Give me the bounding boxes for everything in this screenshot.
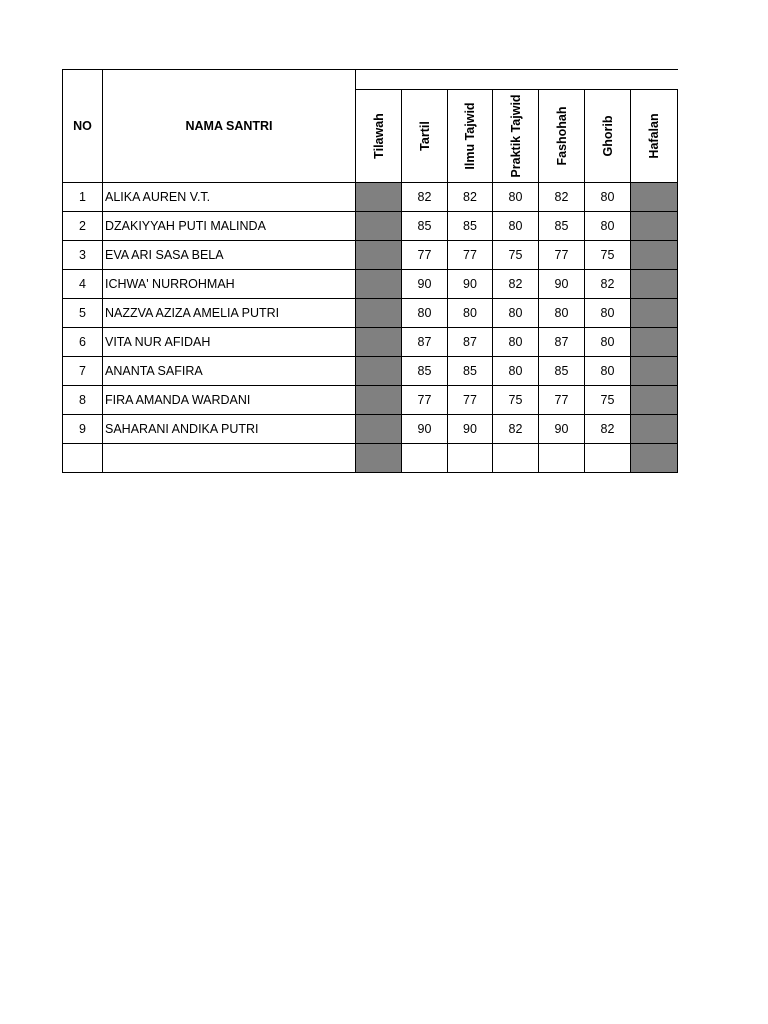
cell-tilawah bbox=[356, 270, 402, 299]
header-fashohah bbox=[539, 90, 585, 183]
cell-hafalan bbox=[631, 357, 678, 386]
cell-no: 3 bbox=[63, 241, 103, 270]
cell-ghorib: 75 bbox=[585, 386, 631, 415]
cell-hafalan bbox=[631, 270, 678, 299]
header-hafalan-label: Hafalan bbox=[647, 113, 662, 159]
cell-ilmu-tajwid: 87 bbox=[448, 328, 493, 357]
cell-tartil: 77 bbox=[402, 241, 448, 270]
cell-no bbox=[63, 444, 103, 473]
cell-fashohah: 82 bbox=[539, 183, 585, 212]
header-tartil-label: Tartil bbox=[417, 121, 432, 151]
cell-ghorib: 80 bbox=[585, 357, 631, 386]
cell-fashohah: 90 bbox=[539, 415, 585, 444]
cell-fashohah: 77 bbox=[539, 386, 585, 415]
cell-praktik-tajwid: 75 bbox=[493, 241, 539, 270]
cell-ghorib: 80 bbox=[585, 183, 631, 212]
table-header bbox=[63, 70, 678, 183]
cell-praktik-tajwid: 80 bbox=[493, 328, 539, 357]
cell-tilawah bbox=[356, 183, 402, 212]
cell-hafalan bbox=[631, 212, 678, 241]
cell-hafalan bbox=[631, 183, 678, 212]
table-row bbox=[63, 357, 678, 386]
cell-praktik-tajwid: 80 bbox=[493, 357, 539, 386]
header-no: NO bbox=[63, 70, 103, 183]
cell-fashohah: 77 bbox=[539, 241, 585, 270]
table-row bbox=[63, 241, 678, 270]
table-row bbox=[63, 270, 678, 299]
cell-ghorib: 80 bbox=[585, 328, 631, 357]
header-name: NAMA SANTRI bbox=[103, 70, 356, 183]
cell-ilmu-tajwid bbox=[448, 444, 493, 473]
cell-ghorib: 80 bbox=[585, 299, 631, 328]
cell-no: 6 bbox=[63, 328, 103, 357]
cell-no: 4 bbox=[63, 270, 103, 299]
cell-tilawah bbox=[356, 299, 402, 328]
cell-ilmu-tajwid: 85 bbox=[448, 357, 493, 386]
cell-ilmu-tajwid: 77 bbox=[448, 386, 493, 415]
cell-ghorib: 82 bbox=[585, 270, 631, 299]
cell-fashohah: 80 bbox=[539, 299, 585, 328]
cell-praktik-tajwid: 80 bbox=[493, 299, 539, 328]
cell-praktik-tajwid: 82 bbox=[493, 415, 539, 444]
cell-praktik-tajwid: 82 bbox=[493, 270, 539, 299]
cell-praktik-tajwid: 80 bbox=[493, 183, 539, 212]
cell-ilmu-tajwid: 77 bbox=[448, 241, 493, 270]
cell-tartil: 80 bbox=[402, 299, 448, 328]
cell-tilawah bbox=[356, 415, 402, 444]
cell-name: ALIKA AUREN V.T. bbox=[103, 183, 356, 212]
header-ghorib-label: Ghorib bbox=[600, 115, 615, 157]
header-fashohah-label: Fashohah bbox=[554, 106, 569, 166]
cell-fashohah: 90 bbox=[539, 270, 585, 299]
cell-hafalan bbox=[631, 328, 678, 357]
cell-hafalan bbox=[631, 241, 678, 270]
table-row bbox=[63, 299, 678, 328]
cell-tartil: 82 bbox=[402, 183, 448, 212]
cell-hafalan bbox=[631, 299, 678, 328]
cell-fashohah bbox=[539, 444, 585, 473]
cell-hafalan bbox=[631, 386, 678, 415]
cell-hafalan bbox=[631, 415, 678, 444]
table-row bbox=[63, 212, 678, 241]
cell-tartil: 77 bbox=[402, 386, 448, 415]
header-hafalan bbox=[631, 90, 678, 183]
cell-no: 9 bbox=[63, 415, 103, 444]
cell-no: 7 bbox=[63, 357, 103, 386]
cell-fashohah: 87 bbox=[539, 328, 585, 357]
table-row bbox=[63, 183, 678, 212]
table-row-empty bbox=[63, 444, 678, 473]
table-body bbox=[63, 183, 678, 473]
header-tartil bbox=[402, 90, 448, 183]
cell-ghorib: 75 bbox=[585, 241, 631, 270]
cell-ghorib bbox=[585, 444, 631, 473]
header-group-band bbox=[356, 70, 678, 90]
cell-name: ICHWA' NURROHMAH bbox=[103, 270, 356, 299]
cell-tartil: 90 bbox=[402, 270, 448, 299]
cell-name: FIRA AMANDA WARDANI bbox=[103, 386, 356, 415]
cell-name bbox=[103, 444, 356, 473]
header-tilawah bbox=[356, 90, 402, 183]
header-ilmu-tajwid bbox=[448, 90, 493, 183]
cell-no: 2 bbox=[63, 212, 103, 241]
cell-ghorib: 80 bbox=[585, 212, 631, 241]
cell-tilawah bbox=[356, 357, 402, 386]
header-ghorib bbox=[585, 90, 631, 183]
cell-ilmu-tajwid: 90 bbox=[448, 415, 493, 444]
cell-ilmu-tajwid: 90 bbox=[448, 270, 493, 299]
cell-ghorib: 82 bbox=[585, 415, 631, 444]
cell-name: ANANTA SAFIRA bbox=[103, 357, 356, 386]
cell-no: 1 bbox=[63, 183, 103, 212]
table-row bbox=[63, 386, 678, 415]
cell-tilawah bbox=[356, 328, 402, 357]
cell-tilawah bbox=[356, 212, 402, 241]
header-praktik-tajwid bbox=[493, 90, 539, 183]
cell-name: NAZZVA AZIZA AMELIA PUTRI bbox=[103, 299, 356, 328]
header-tilawah-label: Tilawah bbox=[371, 113, 386, 159]
header-ilmu-tajwid-label: Ilmu Tajwid bbox=[463, 102, 477, 170]
cell-tartil: 85 bbox=[402, 212, 448, 241]
cell-tartil: 85 bbox=[402, 357, 448, 386]
cell-hafalan bbox=[631, 444, 678, 473]
cell-praktik-tajwid bbox=[493, 444, 539, 473]
cell-fashohah: 85 bbox=[539, 357, 585, 386]
grades-table bbox=[62, 69, 678, 473]
cell-ilmu-tajwid: 82 bbox=[448, 183, 493, 212]
cell-name: DZAKIYYAH PUTI MALINDA bbox=[103, 212, 356, 241]
cell-name: SAHARANI ANDIKA PUTRI bbox=[103, 415, 356, 444]
cell-praktik-tajwid: 75 bbox=[493, 386, 539, 415]
cell-tartil: 87 bbox=[402, 328, 448, 357]
table-row bbox=[63, 328, 678, 357]
cell-tilawah bbox=[356, 241, 402, 270]
cell-tilawah bbox=[356, 386, 402, 415]
cell-ilmu-tajwid: 80 bbox=[448, 299, 493, 328]
cell-tartil: 90 bbox=[402, 415, 448, 444]
cell-no: 8 bbox=[63, 386, 103, 415]
table-row bbox=[63, 415, 678, 444]
cell-ilmu-tajwid: 85 bbox=[448, 212, 493, 241]
cell-name: VITA NUR AFIDAH bbox=[103, 328, 356, 357]
cell-tilawah bbox=[356, 444, 402, 473]
header-praktik-tajwid-label: Praktik Tajwid bbox=[508, 94, 523, 178]
cell-fashohah: 85 bbox=[539, 212, 585, 241]
cell-no: 5 bbox=[63, 299, 103, 328]
cell-praktik-tajwid: 80 bbox=[493, 212, 539, 241]
cell-name: EVA ARI SASA BELA bbox=[103, 241, 356, 270]
cell-tartil bbox=[402, 444, 448, 473]
